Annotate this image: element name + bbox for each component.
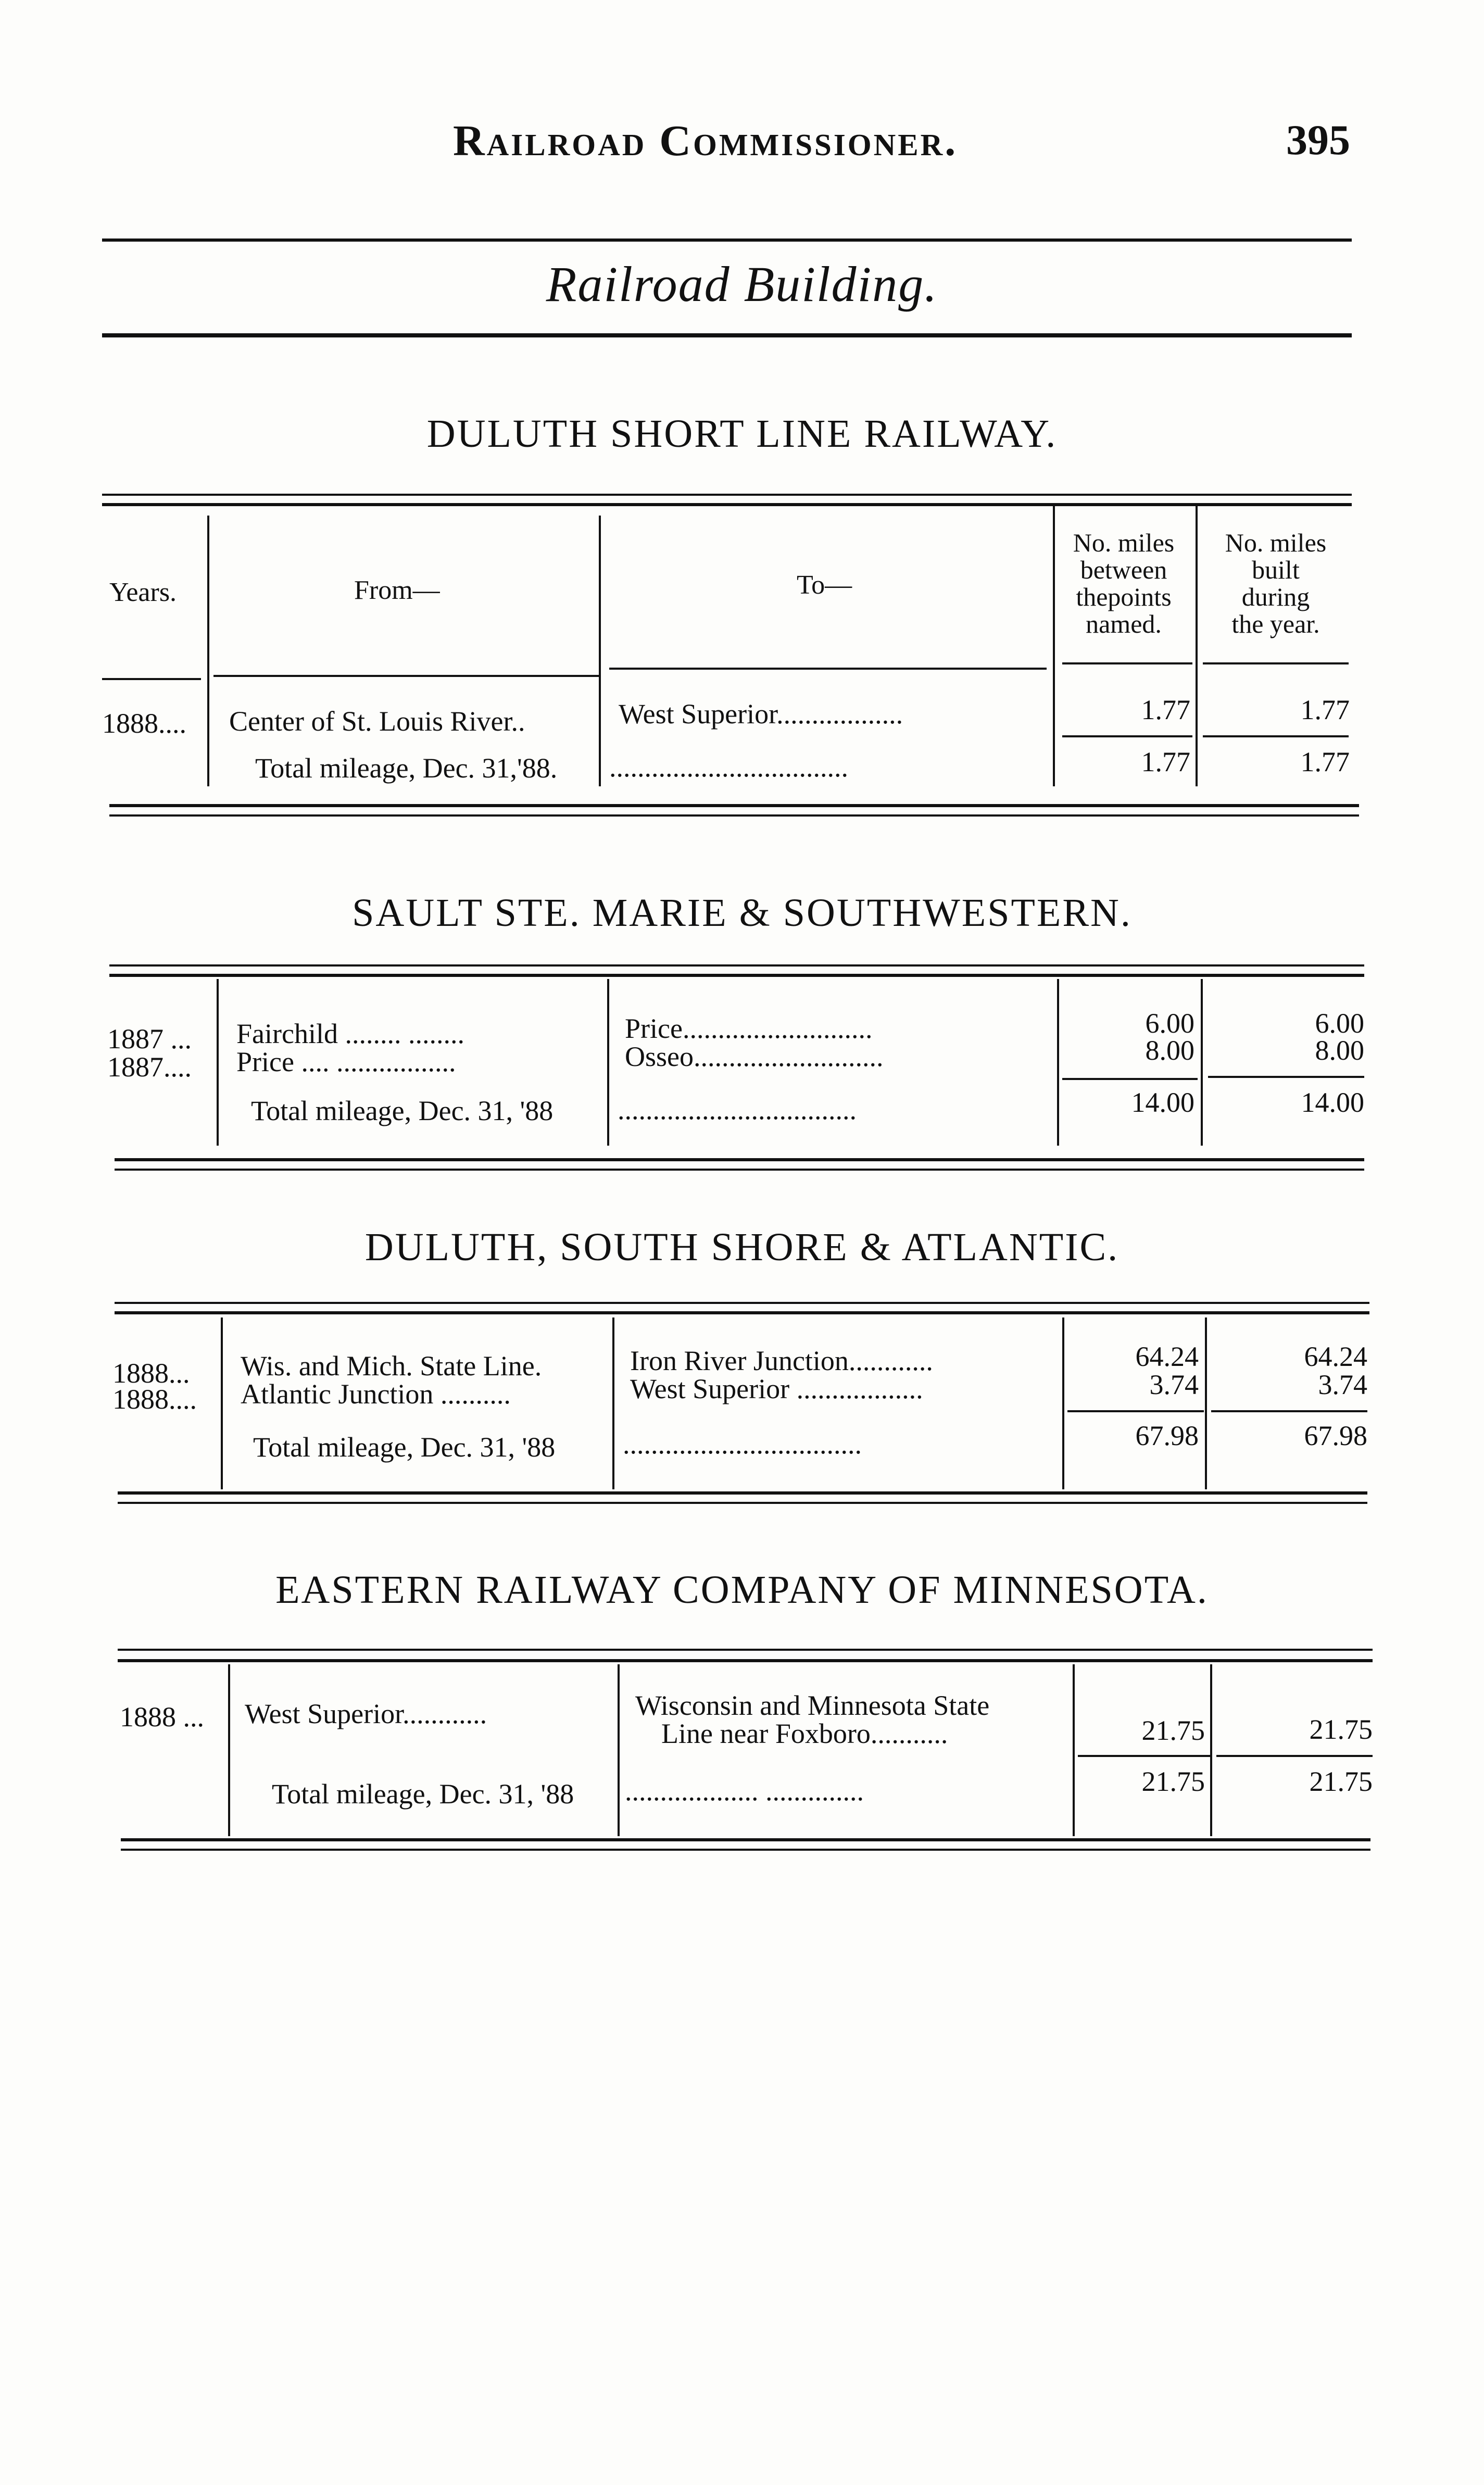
table-row-to: West Superior.................. <box>619 698 903 730</box>
header-underline-years <box>102 678 201 680</box>
total-dots: ................... .............. <box>625 1775 864 1806</box>
col-header-miles-between <box>1056 529 1191 637</box>
page-number: 395 <box>1286 116 1350 164</box>
total-dots: .................................. <box>618 1094 857 1125</box>
col-divider-3 <box>1057 979 1059 1146</box>
table-row-year: 1888 ... <box>120 1701 204 1733</box>
total-dots: .................................. <box>609 751 848 783</box>
total-label: Total mileage, Dec. 31,'88. <box>255 752 558 784</box>
sum-rule-between <box>1067 1410 1204 1412</box>
total-dots: .................................. <box>623 1428 862 1460</box>
col-header-miles-between-line1: No. miles <box>1073 528 1175 557</box>
table-bottom-rule <box>121 1838 1370 1841</box>
total-between: 67.98 <box>1135 1420 1199 1451</box>
table-row-between: 1.77 <box>1141 694 1190 725</box>
total-built: 67.98 <box>1304 1420 1367 1451</box>
table-row-between: 64.24 <box>1135 1341 1199 1372</box>
col-header-to: To— <box>797 570 852 600</box>
col-header-miles-built-line3: during <box>1241 582 1310 611</box>
table-bottom-rule-2 <box>118 1502 1367 1504</box>
col-header-miles-between-line4: named. <box>1086 609 1162 638</box>
table-row-between: 21.75 <box>1141 1715 1205 1746</box>
col-divider-3 <box>1062 1317 1064 1489</box>
page-title: Railroad Building. <box>546 256 938 312</box>
table-row-built: 21.75 <box>1309 1714 1373 1745</box>
table-row-year: 1887.... <box>107 1051 192 1083</box>
title-rule-bottom <box>102 333 1352 337</box>
table-top-rule-2 <box>115 1311 1369 1314</box>
section-title-sault-ste-marie: SAULT STE. MARIE & SOUTHWESTERN. <box>352 891 1132 935</box>
running-head <box>0 116 1484 178</box>
total-built: 21.75 <box>1309 1766 1373 1797</box>
table-row-from: Price .... ................. <box>236 1046 456 1077</box>
col-divider-1 <box>207 516 209 786</box>
table-row-built: 8.00 <box>1315 1035 1364 1066</box>
table-top-rule-2 <box>118 1659 1373 1662</box>
table-top-rule-2 <box>109 974 1364 977</box>
table-row-from: Fairchild ........ ........ <box>236 1018 464 1049</box>
section-title-eastern-railway: EASTERN RAILWAY COMPANY OF MINNESOTA. <box>275 1568 1209 1612</box>
header-underline-between <box>1062 662 1192 664</box>
total-between: 14.00 <box>1131 1087 1194 1118</box>
col-header-miles-built-line4: the year. <box>1231 609 1320 638</box>
table-top-rule <box>115 1302 1369 1304</box>
table-row-to: Price........................... <box>625 1013 873 1044</box>
col-divider-1 <box>221 1317 223 1489</box>
col-divider-4 <box>1201 979 1203 1146</box>
total-built: 14.00 <box>1301 1087 1364 1118</box>
sum-rule-between <box>1062 735 1192 737</box>
col-header-miles-built <box>1198 529 1354 637</box>
running-title: Railroad Commissioner. <box>453 117 958 165</box>
header-underline-built <box>1203 662 1349 664</box>
table-row-to: Iron River Junction............ <box>630 1345 933 1376</box>
table-bottom-rule-2 <box>121 1849 1370 1851</box>
total-label: Total mileage, Dec. 31, '88 <box>253 1432 556 1463</box>
col-header-years: Years. <box>109 578 177 607</box>
table-row-to: Wisconsin and Minnesota State <box>635 1690 990 1721</box>
sum-rule-between <box>1062 1078 1198 1080</box>
table-top-rule-2 <box>102 503 1352 506</box>
table-row-to: West Superior .................. <box>630 1373 923 1404</box>
table-row-from: West Superior............ <box>245 1698 487 1729</box>
col-divider-4 <box>1205 1317 1207 1489</box>
total-built: 1.77 <box>1300 746 1350 777</box>
section-title-duluth-short-line: DULUTH SHORT LINE RAILWAY. <box>426 412 1058 456</box>
total-label: Total mileage, Dec. 31, '88 <box>251 1095 554 1126</box>
sum-rule-built <box>1211 1410 1367 1412</box>
col-divider-2 <box>599 516 601 786</box>
col-header-miles-between-line3: thepoints <box>1076 582 1172 611</box>
col-divider-2 <box>612 1317 614 1489</box>
total-between: 1.77 <box>1141 746 1190 777</box>
table-row-year: 1888.... <box>102 708 186 739</box>
table-row-built: 3.74 <box>1318 1369 1367 1400</box>
table-bottom-rule <box>115 1158 1364 1161</box>
col-header-miles-built-line2: built <box>1252 555 1300 584</box>
table-row-year: 1888.... <box>112 1384 197 1415</box>
section-title-duluth-south-shore: DULUTH, SOUTH SHORE & ATLANTIC. <box>364 1225 1120 1269</box>
table-row-between: 8.00 <box>1145 1035 1194 1066</box>
table-row-between: 3.74 <box>1149 1369 1199 1400</box>
col-divider-1 <box>217 979 219 1146</box>
sum-rule-built <box>1216 1755 1373 1757</box>
table-row-from: Wis. and Mich. State Line. <box>241 1350 542 1382</box>
table-top-rule <box>102 494 1352 496</box>
table-bottom-rule-2 <box>115 1169 1364 1171</box>
table-bottom-rule <box>109 804 1359 807</box>
table-bottom-rule <box>118 1491 1367 1495</box>
table-row-from: Center of St. Louis River.. <box>229 706 525 737</box>
title-rule-top <box>102 239 1352 242</box>
col-header-from: From— <box>354 575 440 605</box>
col-divider-2 <box>618 1664 620 1836</box>
sum-rule-built <box>1208 1076 1364 1078</box>
table-row-to-line2: Line near Foxboro........... <box>661 1718 948 1749</box>
col-divider-3 <box>1053 505 1055 786</box>
sum-rule-between <box>1078 1755 1210 1757</box>
col-header-miles-between-line2: between <box>1080 555 1167 584</box>
table-row-from: Atlantic Junction .......... <box>241 1378 511 1410</box>
col-header-miles-built-line1: No. miles <box>1225 528 1327 557</box>
table-top-rule <box>118 1649 1373 1651</box>
table-row-between: 6.00 <box>1145 1008 1194 1039</box>
header-underline-from <box>213 675 599 677</box>
total-label: Total mileage, Dec. 31, '88 <box>272 1778 574 1810</box>
col-divider-1 <box>228 1664 230 1836</box>
col-divider-4 <box>1196 505 1198 786</box>
total-between: 21.75 <box>1141 1766 1205 1797</box>
table-row-to: Osseo........................... <box>625 1041 884 1072</box>
col-divider-2 <box>607 979 609 1146</box>
table-bottom-rule-2 <box>109 814 1359 817</box>
table-row-year: 1887 ... <box>107 1023 192 1055</box>
table-row-built: 64.24 <box>1304 1341 1367 1372</box>
sum-rule-built <box>1203 735 1349 737</box>
col-divider-3 <box>1073 1664 1075 1836</box>
table-row-year: 1888... <box>112 1358 190 1389</box>
table-row-built: 6.00 <box>1315 1008 1364 1039</box>
col-divider-4 <box>1210 1664 1212 1836</box>
table-row-built: 1.77 <box>1300 694 1350 725</box>
table-top-rule <box>109 964 1364 967</box>
header-underline-to <box>609 668 1047 670</box>
